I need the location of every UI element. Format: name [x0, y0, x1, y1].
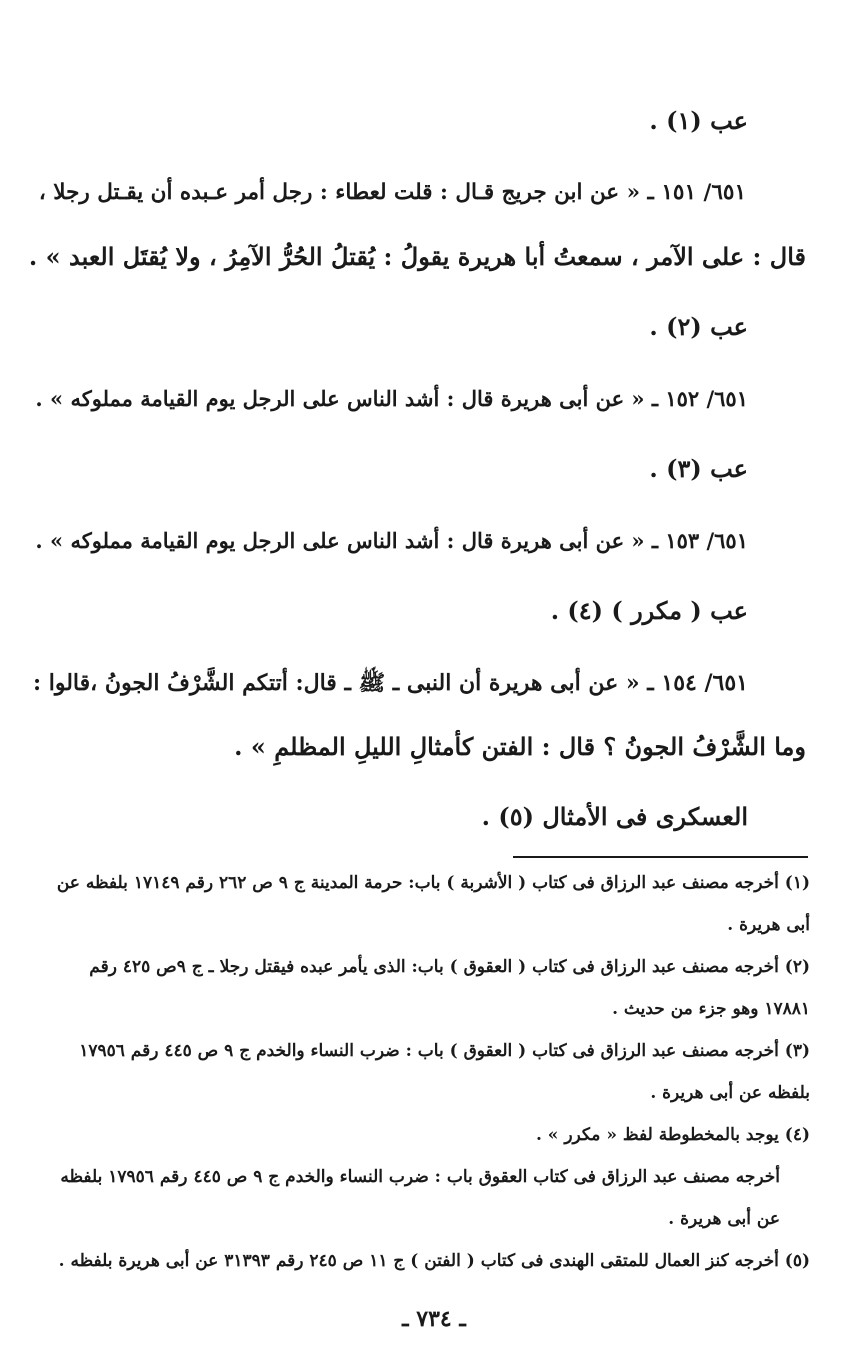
hadith-154-line-2: وما الشَّرْفُ الجونُ ؟ قال : الفتن كأمثالِ الليلِ المظلمِ » . — [234, 732, 806, 761]
page-number: ـ ٧٣٤ ـ — [402, 1306, 466, 1332]
source-line: عب ( مكرر ) (٤) . — [550, 596, 748, 625]
footnote-1-line-2: أبى هريرة . — [727, 915, 810, 935]
source-line: عب (٢) . — [649, 312, 748, 341]
footnote-5-line-1: (٥) أخرجه كنز العمال للمتقى الهندى فى كتاب ( الفتن ) ج ١١ ص ٢٤٥ رقم ٣١٣٩٣ عن أبى هريرة بلفظه . — [58, 1251, 810, 1271]
footnote-4-line-3: عن أبى هريرة . — [668, 1209, 780, 1229]
footnote-divider — [513, 856, 808, 858]
hadith-151-line-1: ٦٥١/ ١٥١ ـ « عن ابن جريج قـال : قلت لعطاء : رجل أمر عـبده أن يقـتل رجلا ، — [38, 180, 746, 205]
footnote-4-line-1: (٤) يوجد بالمخطوطة لفظ « مكرر » . — [535, 1125, 810, 1145]
source-line: عب (٣) . — [649, 454, 748, 483]
hadith-152-line: ٦٥١/ ١٥٢ ـ « عن أبى هريرة قال : أشد الناس على الرجل يوم القيامة مملوكه » . — [35, 386, 748, 411]
hadith-153-line: ٦٥١/ ١٥٣ ـ « عن أبى هريرة قال : أشد الناس على الرجل يوم القيامة مملوكه » . — [35, 528, 748, 553]
footnote-1-line-1: (١) أخرجه مصنف عبد الرزاق فى كتاب ( الأشربة ) باب: حرمة المدينة ج ٩ ص ٢٦٢ رقم ١٧١٤٩ بلفظه عن — [56, 873, 810, 893]
hadith-151-line-2: قال : على الآمر ، سمعتُ أبا هريرة يقولُ : يُقتلُ الحُرُّ الآمِرُ ، ولا يُقتَل العبد » . — [28, 242, 806, 271]
source-line: عب (١) . — [649, 106, 748, 135]
footnote-2-line-1: (٢) أخرجه مصنف عبد الرزاق فى كتاب ( العقوق ) باب: الذى يأمر عبده فيقتل رجلا ـ ج ٩ص ٤٢٥ رقم — [89, 957, 810, 977]
footnote-3-line-2: بلفظه عن أبى هريرة . — [650, 1083, 810, 1103]
footnote-2-line-2: ١٧٨٨١ وهو جزء من حديث . — [612, 999, 810, 1019]
source-line: العسكرى فى الأمثال (٥) . — [481, 802, 748, 831]
footnote-4-line-2: أخرجه مصنف عبد الرزاق فى كتاب العقوق باب : ضرب النساء والخدم ج ٩ ص ٤٤٥ رقم ١٧٩٥٦ بلفظه — [60, 1167, 780, 1187]
footnote-3-line-1: (٣) أخرجه مصنف عبد الرزاق فى كتاب ( العقوق ) باب : ضرب النساء والخدم ج ٩ ص ٤٤٥ رقم ١٧٩٥٦ — [79, 1041, 810, 1061]
hadith-154-line-1: ٦٥١/ ١٥٤ ـ « عن أبى هريرة أن النبى ـ ﷺ ـ قال: أتتكم الشَّرْفُ الجونُ ،قالوا : — [32, 670, 748, 696]
